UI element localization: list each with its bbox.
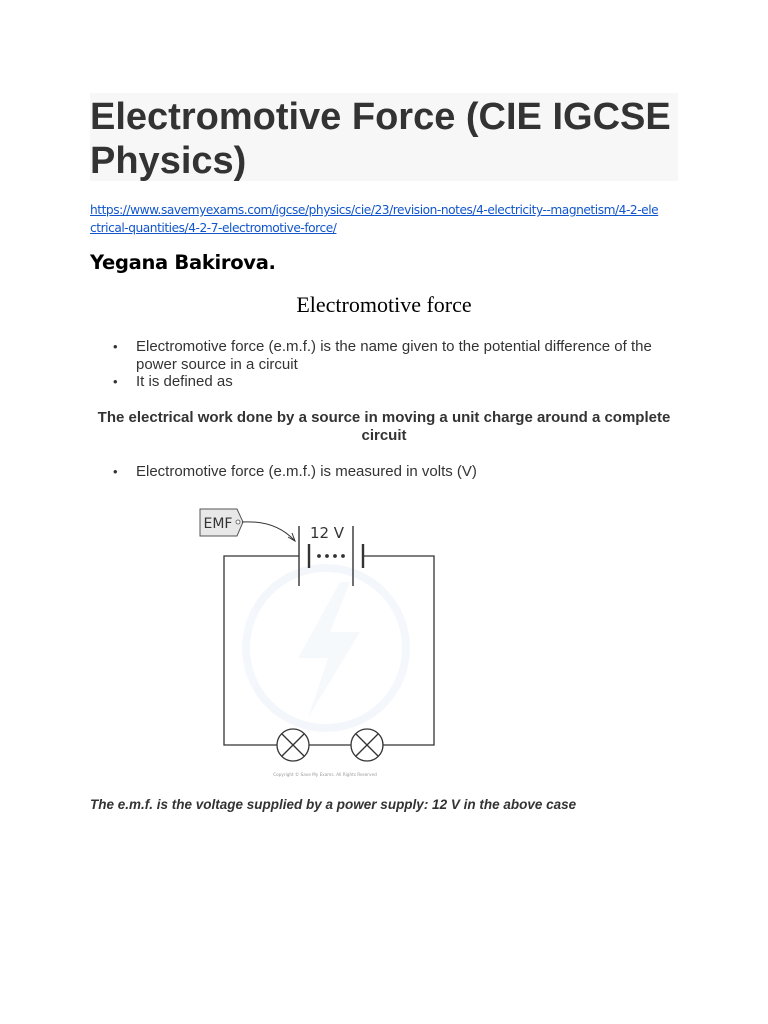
watermark-logo: [246, 568, 406, 728]
page-title: Electromotive Force (CIE IGCSE Physics): [90, 96, 671, 182]
list-item: [90, 373, 670, 391]
circuit-diagram: [190, 500, 460, 785]
author-name: Yegana Bakirova.: [90, 251, 276, 274]
emf-label: EMF: [203, 516, 233, 532]
bullet-list-bottom: [90, 463, 670, 481]
list-item-text: It is defined as: [136, 373, 233, 390]
source-link[interactable]: https://www.savemyexams.com/igcse/physics/cie/23/revision-notes/4-electricity--magnetism/4-2-electrical-quantities/4-2-7-electromotive-force/: [90, 203, 659, 235]
list-item: [90, 463, 670, 481]
copyright-text: Copyright © Save My Exams. All Rights Reserved: [273, 772, 377, 777]
list-item-text: Electromotive force (e.m.f.) is measured in volts (V): [136, 463, 477, 480]
bullet-icon: •: [113, 374, 118, 389]
list-item: [90, 338, 670, 373]
definition-text: The electrical work done by a source in moving a unit charge around a complete circuit: [97, 409, 671, 444]
arrow-icon: [242, 522, 294, 540]
lamp-icon: [351, 729, 383, 761]
emf-tag: [200, 509, 243, 536]
list-item-text: Electromotive force (e.m.f.) is the name given to the potential difference of the power source in a circuit: [136, 338, 652, 373]
lamp-icon: [277, 729, 309, 761]
bullet-icon: •: [113, 464, 118, 479]
bullet-icon: •: [113, 339, 118, 354]
bullet-list-top: [90, 338, 670, 391]
figure-caption: The e.m.f. is the voltage supplied by a power supply: 12 V in the above case: [90, 797, 577, 812]
voltage-label: 12 V: [309, 524, 345, 542]
section-heading: Electromotive force: [296, 292, 472, 317]
